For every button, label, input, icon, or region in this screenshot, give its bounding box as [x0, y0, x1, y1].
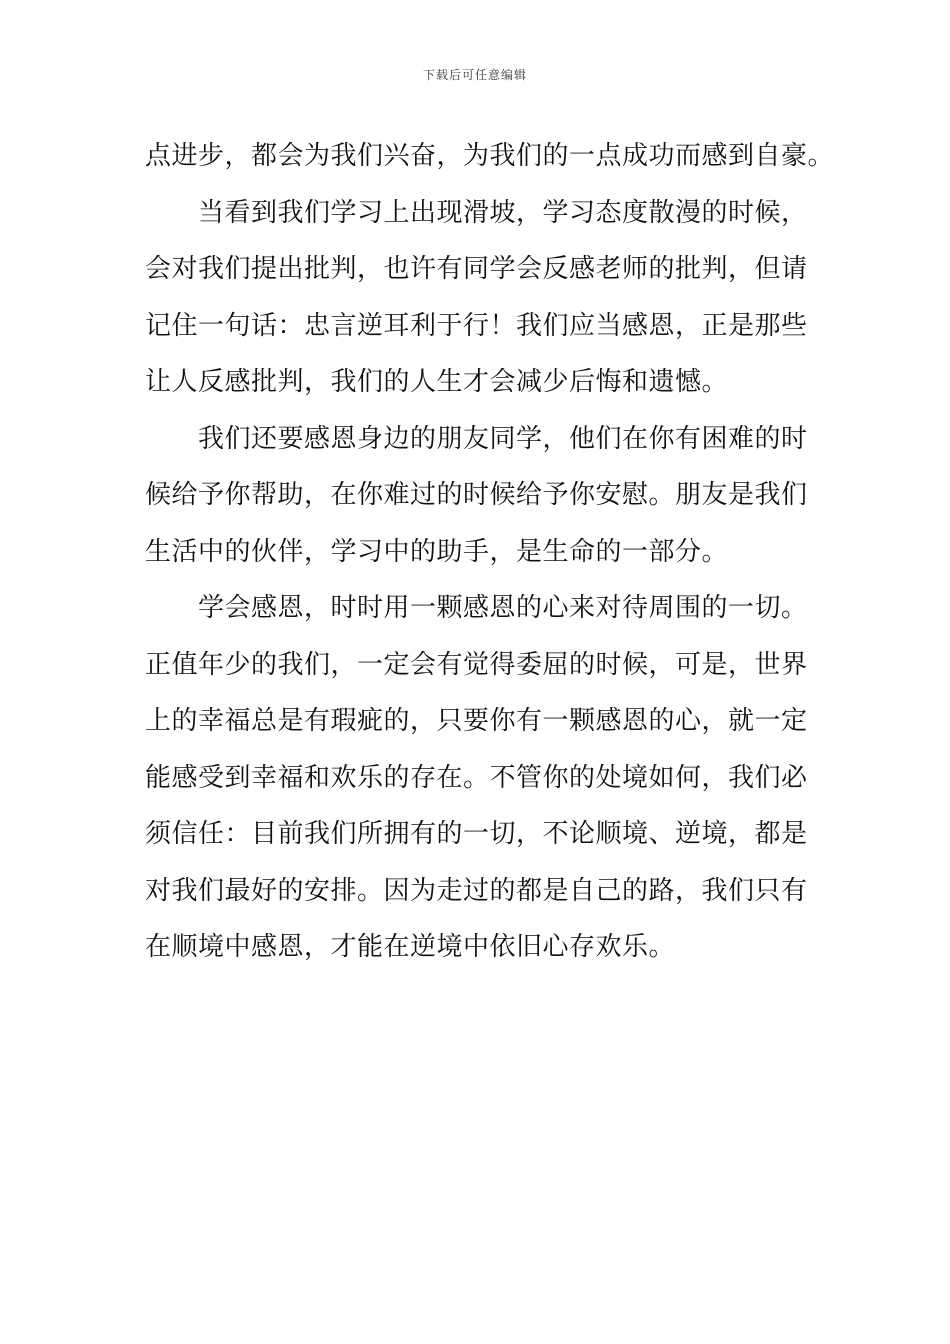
text-line: 正值年少的我们，一定会有觉得委屈的时候，可是，世界	[145, 649, 808, 680]
text-line: 当看到我们学习上出现滑坡，学习态度散漫的时候，	[145, 197, 808, 228]
text-line: 会对我们提出批判，也许有同学会反感老师的批判，但请	[145, 254, 808, 284]
text-line: 生活中的伙伴，学习中的助手，是生命的一部分。	[145, 536, 729, 567]
text-line: 点进步，都会为我们兴奋，为我们的一点成功而感到自豪。	[145, 141, 835, 171]
text-line: 须信任：目前我们所拥有的一切，不论顺境、逆境，都是	[145, 819, 808, 849]
text-line: 学会感恩，时时用一颗感恩的心来对待周围的一切。	[145, 593, 808, 623]
text-line: 候给予你帮助，在你难过的时候给予你安慰。朋友是我们	[145, 480, 808, 510]
text-line: 上的幸福总是有瑕疵的，只要你有一颗感恩的心，就一定	[145, 706, 808, 736]
text-line: 记住一句话：忠言逆耳利于行！我们应当感恩，正是那些	[145, 310, 808, 341]
text-line: 让人反感批判，我们的人生才会减少后悔和遗憾。	[145, 367, 729, 397]
text-line: 在顺境中感恩，才能在逆境中依旧心存欢乐。	[145, 932, 676, 962]
text-line: 对我们最好的安排。因为走过的都是自己的路，我们只有	[145, 875, 808, 906]
document-body	[145, 128, 835, 976]
page-header: 下载后可任意编辑	[422, 68, 527, 82]
text-line: 我们还要感恩身边的朋友同学，他们在你有困难的时	[145, 423, 808, 454]
text-line: 能感受到幸福和欢乐的存在。不管你的处境如何，我们必	[145, 762, 808, 793]
